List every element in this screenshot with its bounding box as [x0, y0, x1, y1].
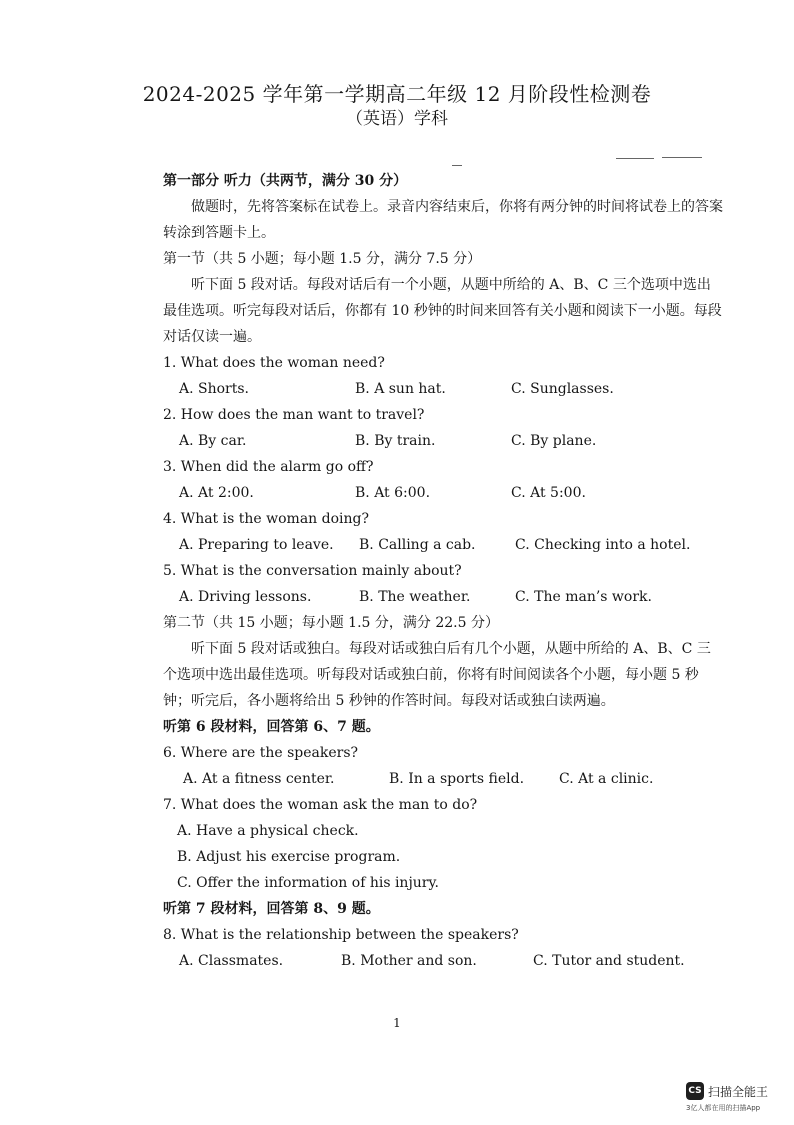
question-options: [163, 376, 723, 402]
question-block-1: [163, 350, 723, 402]
question-block-2: [163, 402, 723, 454]
question-block-6: [163, 740, 723, 792]
option-c: C. At 5:00.: [511, 485, 586, 501]
option-b: B. Adjust his exercise program.: [177, 849, 401, 865]
option-a: A. Classmates.: [179, 953, 284, 969]
option-c: C. Sunglasses.: [511, 381, 614, 397]
option-c: C. The man’s work.: [515, 589, 652, 605]
page-number: 1: [393, 1016, 401, 1030]
camscanner-logo-icon: CS: [686, 1082, 704, 1100]
part1-heading: 第一部分 听力（共两节，满分 30 分）: [163, 173, 408, 189]
section1-instructions: 听下面 5 段对话。每段对话后有一个小题，从题中所给的 A、B、C 三个选项中选出最佳选项。听完每段对话后，你都有 10 秒钟的时间来回答有关小题和阅读下一小题。每段对话仅读一遍。: [163, 277, 722, 345]
option-b: B. By train.: [355, 433, 436, 449]
option-a: A. At a fitness center.: [183, 771, 335, 787]
option-b: B. Mother and son.: [341, 953, 477, 969]
question-block-4: [163, 506, 723, 558]
question-options: [163, 480, 723, 506]
app-name: 扫描全能王: [708, 1084, 769, 1099]
section2-heading: 第二节（共 15 小题；每小题 1.5 分，满分 22.5 分）: [163, 615, 499, 631]
option-c: C. By plane.: [511, 433, 597, 449]
exam-content: [163, 168, 723, 974]
option-a: A. Driving lessons.: [179, 589, 312, 605]
question-text: 4. What is the woman doing?: [163, 511, 369, 527]
scan-artifact: [616, 158, 654, 159]
option-c: C. Checking into a hotel.: [515, 537, 691, 553]
option-a: A. Shorts.: [179, 381, 249, 397]
question-block-7: [163, 792, 723, 896]
option-c: C. Tutor and student.: [533, 953, 685, 969]
question-text: 8. What is the relationship between the speakers?: [163, 927, 519, 943]
option-c: C. At a clinic.: [559, 771, 654, 787]
option-a: A. Have a physical check.: [177, 823, 359, 839]
question-options: [163, 948, 723, 974]
question-text: 2. How does the man want to travel?: [163, 407, 425, 423]
section1-heading: 第一节（共 5 小题；每小题 1.5 分，满分 7.5 分）: [163, 251, 482, 267]
option-b: B. At 6:00.: [355, 485, 431, 501]
question-options: [163, 584, 723, 610]
scan-artifact: [662, 157, 702, 158]
exam-title: 2024-2025 学年第一学期高二年级 12 月阶段性检测卷: [142, 82, 652, 106]
exam-subtitle: （英语）学科: [346, 109, 448, 129]
scan-artifact: [452, 165, 462, 166]
question-text: 1. What does the woman need?: [163, 355, 385, 371]
option-b: B. The weather.: [359, 589, 471, 605]
option-a: A. Preparing to leave.: [179, 537, 334, 553]
question-text: 5. What is the conversation mainly about?: [163, 563, 462, 579]
question-text: 6. Where are the speakers?: [163, 745, 359, 761]
option-b: B. Calling a cab.: [359, 537, 476, 553]
question-block-5: [163, 558, 723, 610]
question-options: [163, 428, 723, 454]
option-b: B. A sun hat.: [355, 381, 446, 397]
question-text: 7. What does the woman ask the man to do?: [163, 797, 478, 813]
option-c: C. Offer the information of his injury.: [177, 875, 439, 891]
material7-heading: 听第 7 段材料，回答第 8、9 题。: [163, 901, 380, 917]
section2-instructions: 听下面 5 段对话或独白。每段对话或独白后有几个小题，从题中所给的 A、B、C 三个选项中选出最佳选项。听每段对话或独白前，你将有时间阅读各个小题，每小题 5 秒钟；听完后，各小题将给出 5 秒钟的作答时间。每段对话或独白读两遍。: [163, 641, 711, 709]
app-tagline: 3亿人都在用的扫描App: [686, 1104, 761, 1112]
option-b: B. In a sports field.: [389, 771, 525, 787]
part1-instructions: 做题时，先将答案标在试卷上。录音内容结束后，你将有两分钟的时间将试卷上的答案转涂到答题卡上。: [163, 199, 723, 241]
scanner-app-watermark: [686, 1082, 768, 1100]
material6-heading: 听第 6 段材料，回答第 6、7 题。: [163, 719, 380, 735]
question-options: [163, 532, 723, 558]
option-a: A. By car.: [179, 433, 247, 449]
question-options: [163, 766, 723, 792]
question-block-3: [163, 454, 723, 506]
question-block-8: [163, 922, 723, 974]
option-a: A. At 2:00.: [179, 485, 254, 501]
question-text: 3. When did the alarm go off?: [163, 459, 374, 475]
